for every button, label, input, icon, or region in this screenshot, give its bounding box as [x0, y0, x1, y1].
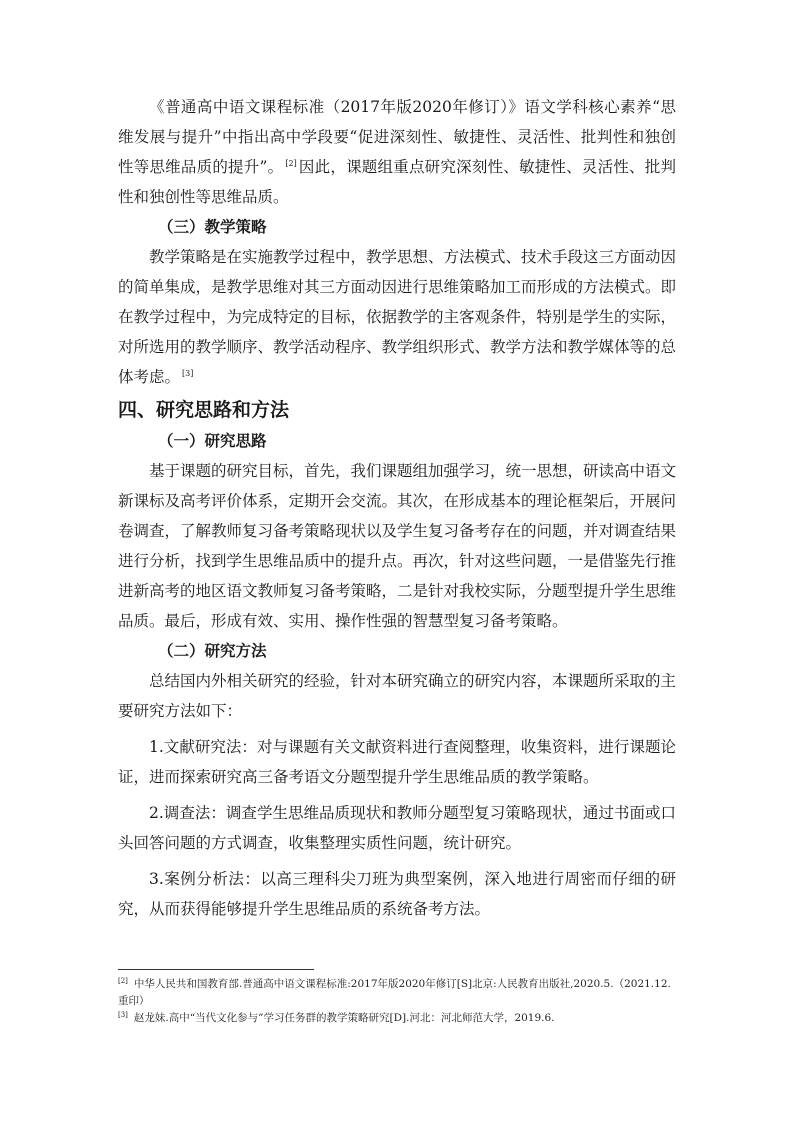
subheading-teaching-strategy: （三）教学策略 [158, 217, 267, 236]
paragraph-methods-intro: 总结国内外相关研究的经验，针对本研究确立的研究内容，本课题所采取的主要研究方法如下： [118, 672, 677, 720]
footnote-2 [118, 976, 678, 1010]
method-item-literature: 1.文献研究法：对与课题有关文献资料进行查阅整理，收集资料，进行课题论证，进而探索研究高三备考语文分题型提升学生思维品质的教学策略。 [118, 738, 676, 786]
paragraph-curriculum-standard [118, 92, 676, 212]
citation-ref-3[interactable]: [3] [182, 368, 194, 378]
paragraph-teaching-strategy [118, 242, 676, 392]
footnotes [118, 976, 678, 1027]
paragraph-text: 因此，课题组重点研究深刻性、敏捷性、灵活性、批判性和独创性等思维品质。 [118, 158, 676, 206]
footnote-text: 中华人民共和国教育部.普通高中语文课程标准:2017年版2020年修订[S]北京:人民教育出版社,2020.5.（2021.12.重印） [118, 978, 671, 1007]
paragraph-research-approach: 基于课题的研究目标，首先，我们课题组加强学习，统一思想，研读高中语文新课标及高考评价体系，定期开会交流。其次，在形成基本的理论框架后，开展问卷调查，了解教师复习备考策略现状以及学生复习备考存在的问题，并对调查结果进行分析，找到学生思维品质中的提升点。再次，针对这些问题，一是借鉴先行推进新高考的地区语文教师复习备考策略，二是针对我校实际，分题型提升学生思维品质。最后，形成有效、实用、操作性强的智慧型复习备考策略。 [118, 462, 677, 630]
footnote-marker: [3] [118, 1010, 128, 1019]
method-item-case-study: 3.案例分析法：以高三理科尖刀班为典型案例，深入地进行周密而仔细的研究，从而获得能够提升学生思维品质的系统备考方法。 [118, 870, 676, 918]
method-item-survey: 2.调查法：调查学生思维品质现状和教师分题型复习策略现状，通过书面或口头回答问题的方式调查，收集整理实质性问题，统计研究。 [118, 804, 676, 852]
footnote-3 [118, 1010, 678, 1027]
subheading-research-methods: （二）研究方法 [158, 641, 267, 660]
footnote-divider [118, 969, 314, 970]
paragraph-text: 教学策略是在实施教学过程中，教学思想、方法模式、技术手段这三方面动因的简单集成，是教学思维对其三方面动因进行思维策略加工而形成的方法模式。即在教学过程中，为完成特定的目标，依据教学的主客观条件，特别是学生的实际，对所选用的教学顺序、教学活动程序、教学组织形式、教学方法和教学媒体等的总体考虑。 [118, 248, 677, 386]
citation-ref-2[interactable]: [2] [285, 158, 297, 168]
section-heading-research-approach: 四、研究思路和方法 [118, 399, 290, 421]
paragraph-text: 《普通高中语文课程标准（2017年版2020年修订）》语文学科核心素养“思维发展与提升”中指出高中学段要“促进深刻性、敏捷性、灵活性、批判性和独创性等思维品质的提升”。 [118, 98, 676, 176]
footnote-text: 赵龙妹.高中“当代文化参与”学习任务群的教学策略研究[D].河北：河北师范大学，2019.6. [133, 1012, 555, 1024]
subheading-research-approach: （一）研究思路 [158, 431, 267, 450]
page-body [118, 92, 676, 924]
footnote-marker: [2] [118, 976, 128, 985]
